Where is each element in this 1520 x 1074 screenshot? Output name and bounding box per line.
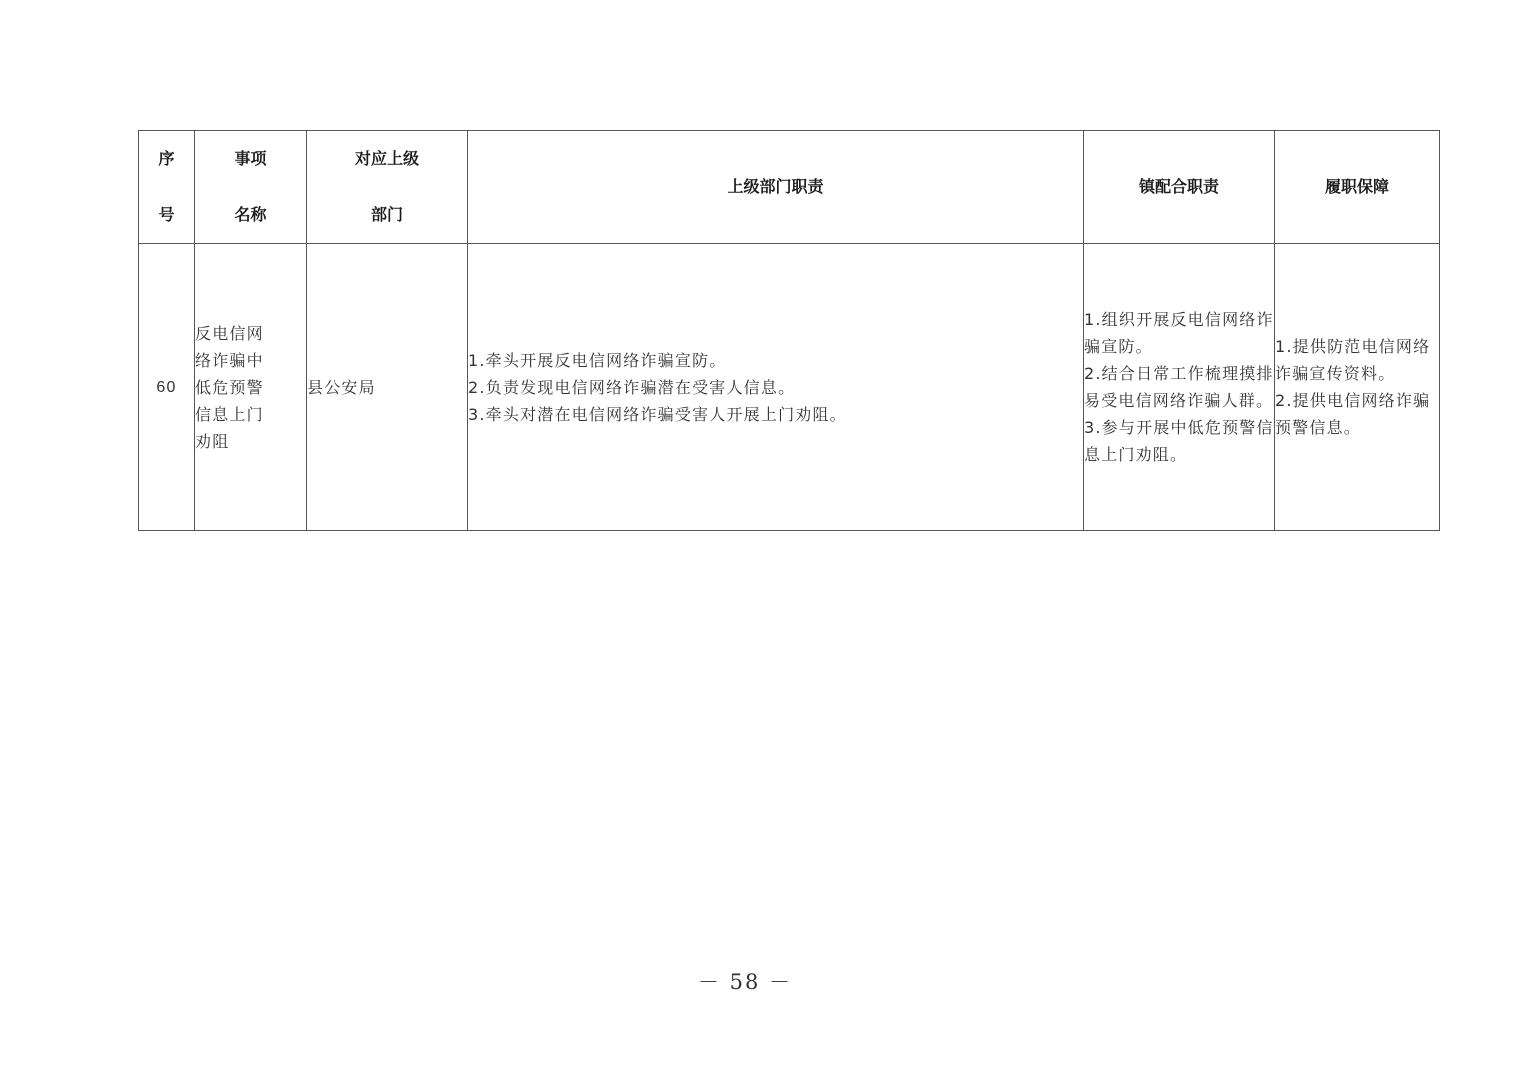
item-name-text: 反电信网络诈骗中低危预警信息上门劝阻 (195, 323, 264, 451)
header-department (307, 131, 468, 244)
header-seq (139, 131, 195, 244)
header-dept-line2: 部门 (370, 205, 403, 224)
duty-table (138, 130, 1440, 531)
header-upper-duty: 上级部门职责 (468, 131, 1084, 244)
guarantee-item: 1.提供防范电信网络诈骗宣传资料。 (1275, 337, 1431, 383)
cell-town-duties (1084, 244, 1275, 531)
table-row (139, 244, 1440, 531)
header-dept-line1: 对应上级 (354, 149, 419, 168)
town-duty-item: 1.组织开展反电信网络诈骗宣防。 (1084, 310, 1274, 356)
header-item-line2: 名称 (234, 205, 267, 224)
town-duty-item: 3.参与开展中低危预警信息上门劝阻。 (1084, 418, 1274, 464)
upper-duty-item: 3.牵头对潜在电信网络诈骗受害人开展上门劝阻。 (468, 404, 847, 424)
town-duty-item: 2.结合日常工作梳理摸排易受电信网络诈骗人群。 (1084, 364, 1274, 410)
header-seq-line2: 号 (158, 205, 175, 224)
header-guarantee: 履职保障 (1275, 131, 1440, 244)
cell-upper-duties (468, 244, 1084, 531)
cell-guarantees (1275, 244, 1440, 531)
page-number: － 58 － (697, 970, 793, 994)
cell-item-name (195, 244, 307, 531)
header-item-line1: 事项 (234, 149, 267, 168)
header-town-duty: 镇配合职责 (1084, 131, 1275, 244)
cell-seq: 60 (139, 244, 195, 531)
upper-duty-item: 1.牵头开展反电信网络诈骗宣防。 (468, 350, 727, 370)
cell-department: 县公安局 (307, 244, 468, 531)
upper-duty-item: 2.负责发现电信网络诈骗潜在受害人信息。 (468, 377, 796, 397)
header-item-name (195, 131, 307, 244)
header-seq-line1: 序 (158, 149, 175, 168)
guarantee-item: 2.提供电信网络诈骗预警信息。 (1275, 391, 1431, 437)
table-header-row (139, 131, 1440, 244)
